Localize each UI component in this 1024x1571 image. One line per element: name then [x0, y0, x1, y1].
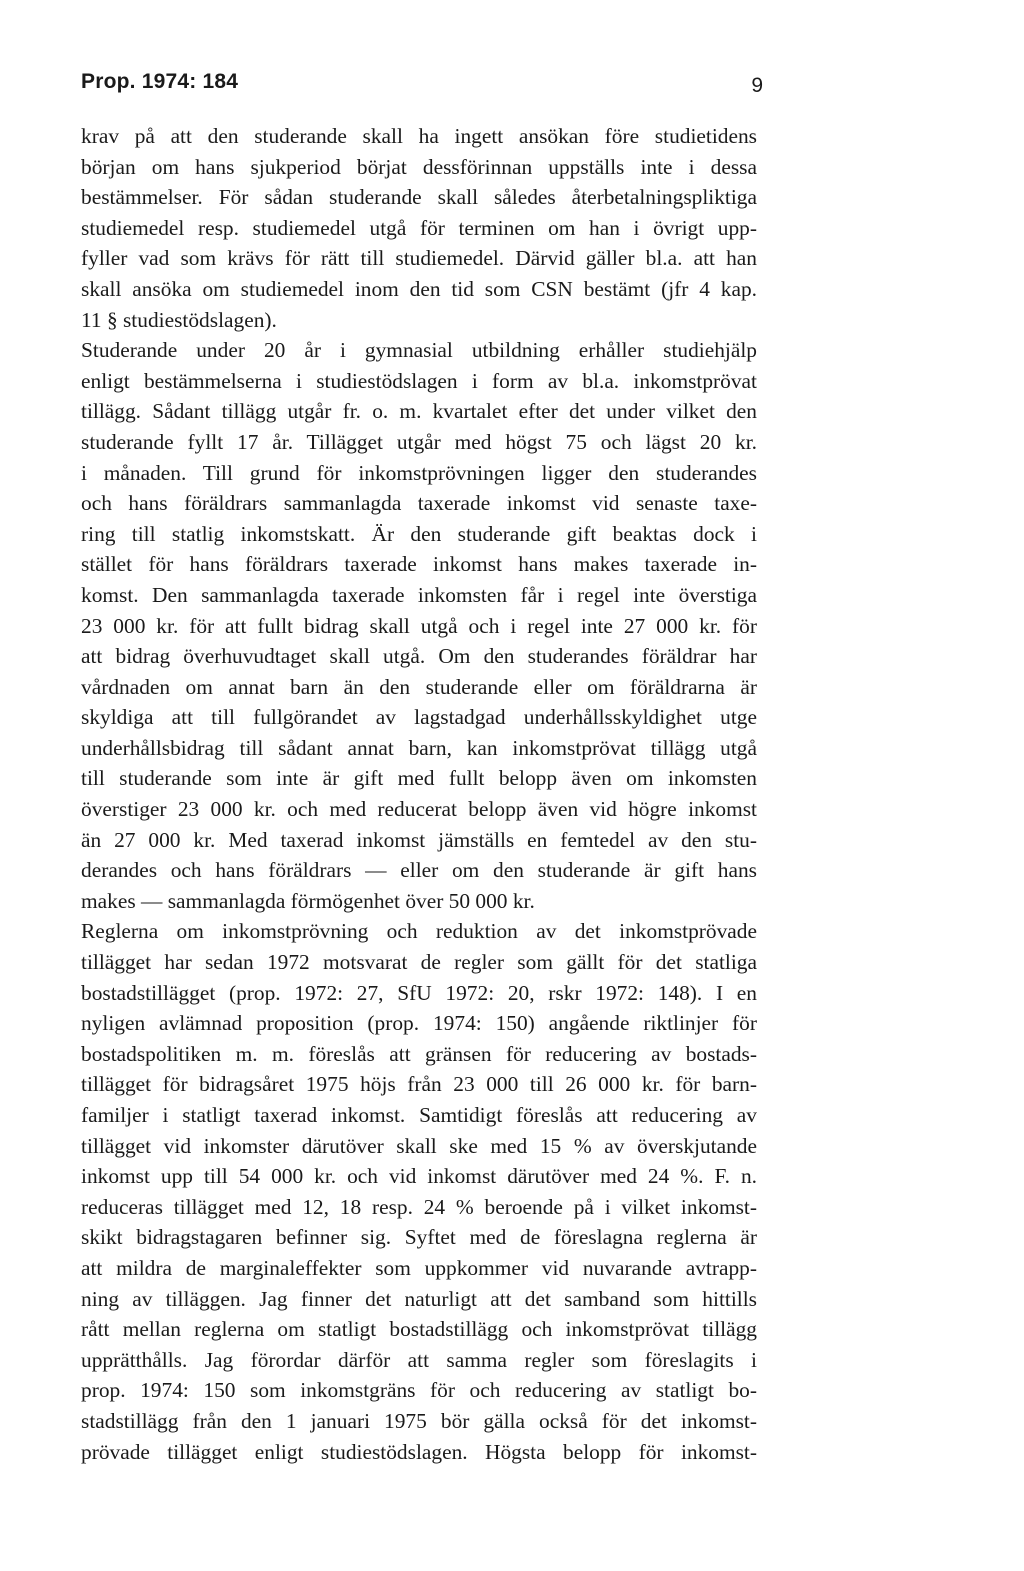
text-line: bostadspolitiken m. m. föreslås att gränsen för reducering av bostads- [81, 1041, 757, 1066]
text-line: enligt bestämmelserna i studiestödslagen i form av bl.a. inkomstprövat [81, 368, 757, 393]
text-line: än 27 000 kr. Med taxerad inkomst jämställs en femtedel av den stu- [81, 827, 757, 852]
text-line: Studerande under 20 år i gymnasial utbildning erhåller studiehjälp [81, 338, 757, 363]
text-line: tillägget för bidragsåret 1975 höjs från 23 000 till 26 000 kr. för barn- [81, 1072, 757, 1097]
paragraph-2 [81, 335, 757, 916]
body-text [81, 121, 757, 1467]
text-line: skikt bidragstagaren befinner sig. Syftet med de föreslagna reglerna är [81, 1225, 757, 1250]
text-line: fyller vad som krävs för rätt till studiemedel. Därvid gäller bl.a. att han [81, 246, 757, 271]
text-line: tillägget har sedan 1972 motsvarat de regler som gällt för det statliga [81, 950, 757, 975]
text-line: inkomst upp till 54 000 kr. och vid inkomst därutöver med 24 %. F. n. [81, 1164, 757, 1189]
page-number: 9 [751, 74, 763, 97]
text-line: 11 § studiestödslagen). [81, 307, 277, 332]
document-page [81, 62, 763, 1467]
text-line: i månaden. Till grund för inkomstprövningen ligger den studerandes [81, 460, 757, 485]
text-line: 23 000 kr. för att fullt bidrag skall utgå och i regel inte 27 000 kr. för [81, 613, 757, 638]
text-line: ring till statlig inkomstskatt. Är den studerande gift beaktas dock i [81, 521, 757, 546]
text-line: och hans föräldrars sammanlagda taxerade inkomst vid senaste taxe- [81, 491, 757, 516]
text-line: överstiger 23 000 kr. och med reducerat belopp även vid högre inkomst [81, 797, 757, 822]
text-line: derandes och hans föräldrars — eller om den studerande är gift hans [81, 858, 757, 883]
text-line: krav på att den studerande skall ha ingett ansökan före studietidens [81, 124, 757, 148]
text-line: stadstillägg från den 1 januari 1975 bör gälla också för det inkomst- [81, 1408, 757, 1433]
text-line: studerande fyllt 17 år. Tillägget utgår med högst 75 och lägst 20 kr. [81, 429, 757, 454]
text-line: underhållsbidrag till sådant annat barn, kan inkomstprövat tillägg utgå [81, 735, 757, 760]
text-line: att mildra de marginaleffekter som uppkommer vid nuvarande avtrapp- [81, 1255, 757, 1280]
text-line: stället för hans föräldrars taxerade inkomst hans makes taxerade in- [81, 552, 757, 577]
text-line: skall ansöka om studiemedel inom den tid som CSN bestämt (jfr 4 kap. [81, 276, 757, 301]
text-line: komst. Den sammanlagda taxerade inkomsten får i regel inte överstiga [81, 582, 757, 607]
text-line: prop. 1974: 150 som inkomstgräns för och reducering av statligt bo- [81, 1378, 757, 1403]
text-line: nyligen avlämnad proposition (prop. 1974: 150) angående riktlinjer för [81, 1011, 757, 1036]
page-header [81, 62, 763, 102]
text-line: början om hans sjukperiod börjat dessförinnan uppställs inte i dessa [81, 154, 757, 179]
running-head: Prop. 1974: 184 [81, 70, 239, 93]
text-line: makes — sammanlagda förmögenhet över 50 000 kr. [81, 888, 535, 913]
text-line: skyldiga att till fullgörandet av lagstadgad underhållsskyldighet utge [81, 705, 757, 730]
text-line: rått mellan reglerna om statligt bostadstillägg och inkomstprövat tillägg [81, 1317, 757, 1342]
text-line: reduceras tillägget med 12, 18 resp. 24 % beroende på i vilket inkomst- [81, 1194, 757, 1219]
text-line: att bidrag överhuvudtaget skall utgå. Om den studerandes föräldrar har [81, 644, 757, 669]
text-line: upprätthålls. Jag förordar därför att samma regler som föreslagits i [81, 1347, 757, 1372]
paragraph-3 [81, 916, 757, 1467]
text-line: ning av tilläggen. Jag finner det naturligt att det samband som hittills [81, 1286, 757, 1311]
text-line: bestämmelser. För sådan studerande skall således återbetalningspliktiga [81, 185, 757, 210]
text-line: Reglerna om inkomstprövning och reduktion av det inkomstprövade [81, 919, 757, 944]
text-line: till studerande som inte är gift med fullt belopp även om inkomsten [81, 766, 757, 791]
text-line: bostadstillägget (prop. 1972: 27, SfU 1972: 20, rskr 1972: 148). I en [81, 980, 757, 1005]
text-line: vårdnaden om annat barn än den studerande eller om föräldrarna är [81, 674, 757, 699]
text-line: studiemedel resp. studiemedel utgå för terminen om han i övrigt upp- [81, 215, 757, 240]
text-line: prövade tillägget enligt studiestödslagen. Högsta belopp för inkomst- [81, 1439, 757, 1464]
text-line: tillägget vid inkomster därutöver skall ske med 15 % av överskjutande [81, 1133, 757, 1158]
paragraph-1 [81, 121, 757, 335]
text-line: familjer i statligt taxerad inkomst. Samtidigt föreslås att reducering av [81, 1103, 757, 1127]
text-line: tillägg. Sådant tillägg utgår fr. o. m. kvartalet efter det under vilket den [81, 399, 757, 424]
